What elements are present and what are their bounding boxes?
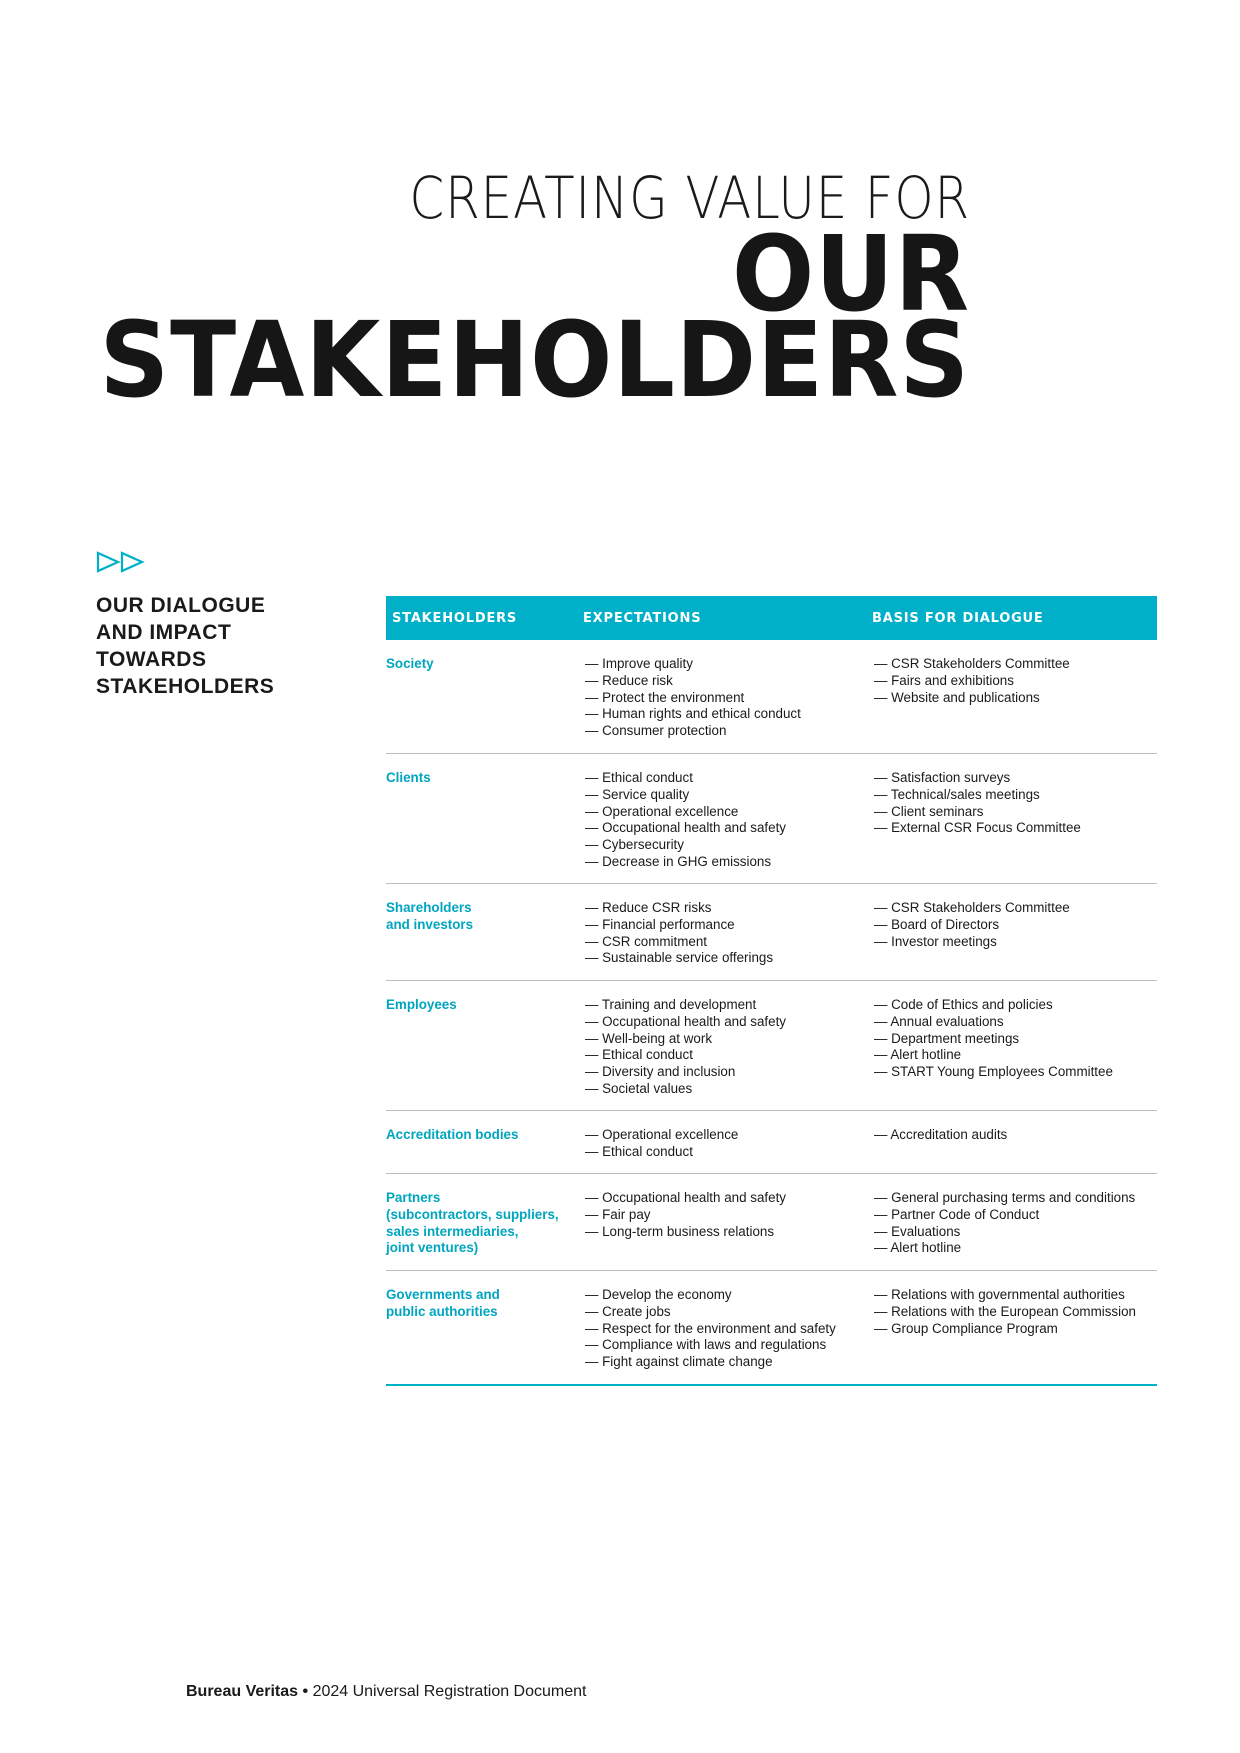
dialogue-line: — Fairs and exhibitions (874, 672, 1014, 688)
dialogue-line: — Satisfaction surveys (874, 770, 1011, 785)
dialogue-line: — Alert hotline (874, 1047, 962, 1063)
table-row (386, 1271, 1157, 1386)
stakeholder-cell (386, 1190, 571, 1257)
stakeholder-line: and investors (386, 916, 474, 932)
dialogue-cell (874, 900, 1157, 950)
stakeholder-line: sales intermediaries, (386, 1223, 519, 1239)
expectations-line: — Diversity and inclusion (585, 1064, 736, 1080)
dialogue-cell (874, 656, 1157, 706)
dialogue-line: — CSR Stakeholders Committee (874, 900, 1070, 915)
expectations-line: — Long-term business relations (585, 1223, 775, 1239)
dialogue-cell (874, 1127, 1157, 1144)
stakeholder-line: Partners (386, 1190, 441, 1205)
expectations-cell (585, 1287, 855, 1371)
expectations-line: — Consumer protection (585, 723, 727, 739)
table-row (386, 1111, 1157, 1174)
stakeholder-line: (subcontractors, suppliers, (386, 1206, 559, 1222)
stakeholder-line: public authorities (386, 1303, 498, 1319)
expectations-cell (585, 656, 855, 740)
expectations-cell (585, 1127, 855, 1161)
header-stakeholders: STAKEHOLDERS (392, 611, 518, 626)
expectations-line: — CSR commitment (585, 933, 708, 949)
section-title-line: TOWARDS (96, 648, 207, 671)
header-basis-for-dialogue: BASIS FOR DIALOGUE (872, 611, 1044, 626)
expectations-line: — Operational excellence (585, 1127, 739, 1142)
expectations-line: — Protect the environment (585, 689, 745, 705)
expectations-line: — Sustainable service offerings (585, 950, 774, 966)
expectations-line: — Ethical conduct (585, 1143, 693, 1159)
dialogue-line: — Website and publications (874, 689, 1040, 705)
expectations-cell (585, 900, 855, 967)
footer-separator: • (298, 1683, 313, 1700)
expectations-line: — Develop the economy (585, 1287, 732, 1302)
dialogue-line: — Annual evaluations (874, 1013, 1004, 1029)
expectations-line: — Respect for the environment and safety (585, 1320, 836, 1336)
dialogue-cell (874, 1287, 1157, 1337)
expectations-line: — Reduce risk (585, 672, 673, 688)
table-row (386, 981, 1157, 1111)
stakeholder-line: Accreditation bodies (386, 1127, 519, 1142)
dialogue-line: — Relations with the European Commission (874, 1303, 1136, 1319)
stakeholder-cell (386, 997, 571, 1014)
dialogue-cell (874, 770, 1157, 837)
dialogue-line: — Partner Code of Conduct (874, 1206, 1040, 1222)
dialogue-line: — CSR Stakeholders Committee (874, 656, 1070, 671)
double-play-icon (96, 551, 150, 578)
expectations-line: — Fight against climate change (585, 1354, 773, 1370)
table-row (386, 640, 1157, 754)
expectations-line: — Service quality (585, 786, 690, 802)
table-row (386, 1174, 1157, 1271)
section-title (96, 592, 316, 700)
title-line-1: CREATING VALUE FOR (409, 164, 970, 232)
page-title (0, 164, 971, 421)
dialogue-cell (874, 1190, 1157, 1257)
dialogue-line: — Alert hotline (874, 1240, 962, 1256)
expectations-line: — Compliance with laws and regulations (585, 1337, 827, 1353)
expectations-line: — Occupational health and safety (585, 1190, 786, 1205)
table-header (386, 596, 1157, 640)
stakeholder-line: joint ventures) (386, 1240, 479, 1256)
expectations-line: — Financial performance (585, 916, 735, 932)
header-expectations: EXPECTATIONS (583, 611, 702, 626)
expectations-cell (585, 1190, 855, 1240)
stakeholder-cell (386, 900, 571, 934)
dialogue-line: — Group Compliance Program (874, 1320, 1058, 1336)
dialogue-line: — Code of Ethics and policies (874, 997, 1053, 1012)
expectations-line: — Create jobs (585, 1303, 671, 1319)
expectations-line: — Ethical conduct (585, 1047, 693, 1063)
dialogue-line: — Board of Directors (874, 916, 1000, 932)
dialogue-line: — General purchasing terms and conditions (874, 1190, 1136, 1205)
expectations-line: — Occupational health and safety (585, 1013, 786, 1029)
dialogue-line: — Evaluations (874, 1223, 961, 1239)
stakeholder-line: Governments and (386, 1287, 500, 1302)
expectations-cell (585, 997, 855, 1098)
expectations-line: — Ethical conduct (585, 770, 693, 785)
footer-document: 2024 Universal Registration Document (312, 1683, 587, 1700)
section-title-line: OUR DIALOGUE (96, 594, 266, 617)
stakeholder-line: Society (386, 656, 434, 671)
stakeholder-line: Shareholders (386, 900, 472, 915)
dialogue-line: — Client seminars (874, 803, 984, 819)
section-title-line: AND IMPACT (96, 621, 232, 644)
dialogue-line: — External CSR Focus Committee (874, 820, 1081, 836)
dialogue-line: — Technical/sales meetings (874, 786, 1040, 802)
expectations-line: — Cybersecurity (585, 837, 684, 853)
stakeholder-line: Clients (386, 770, 431, 785)
dialogue-line: — Department meetings (874, 1030, 1020, 1046)
expectations-line: — Training and development (585, 997, 757, 1012)
expectations-line: — Human rights and ethical conduct (585, 706, 801, 722)
expectations-line: — Reduce CSR risks (585, 900, 712, 915)
stakeholder-cell (386, 656, 571, 673)
dialogue-cell (874, 997, 1157, 1081)
expectations-cell (585, 770, 855, 871)
dialogue-line: — Accreditation audits (874, 1127, 1008, 1142)
dialogue-line: — Investor meetings (874, 933, 997, 949)
expectations-line: — Societal values (585, 1080, 693, 1096)
table-row (386, 884, 1157, 981)
expectations-line: — Occupational health and safety (585, 820, 786, 836)
expectations-line: — Operational excellence (585, 803, 739, 819)
section-title-line: STAKEHOLDERS (96, 675, 275, 698)
dialogue-line: — START Young Employees Committee (874, 1064, 1113, 1080)
page-footer (186, 1683, 586, 1701)
title-line-3: STAKEHOLDERS (99, 299, 971, 421)
stakeholders-table (386, 596, 1157, 1386)
table-row (386, 754, 1157, 884)
expectations-line: — Decrease in GHG emissions (585, 853, 772, 869)
expectations-line: — Well-being at work (585, 1030, 713, 1046)
footer-company: Bureau Veritas (186, 1683, 299, 1700)
table-body (386, 640, 1157, 1386)
expectations-line: — Improve quality (585, 656, 693, 671)
stakeholder-line: Employees (386, 997, 457, 1012)
expectations-line: — Fair pay (585, 1206, 651, 1222)
dialogue-line: — Relations with governmental authorities (874, 1287, 1125, 1302)
title-line-2: OUR (731, 213, 970, 335)
stakeholder-cell (386, 770, 571, 787)
stakeholder-cell (386, 1287, 571, 1321)
stakeholder-cell (386, 1127, 571, 1144)
